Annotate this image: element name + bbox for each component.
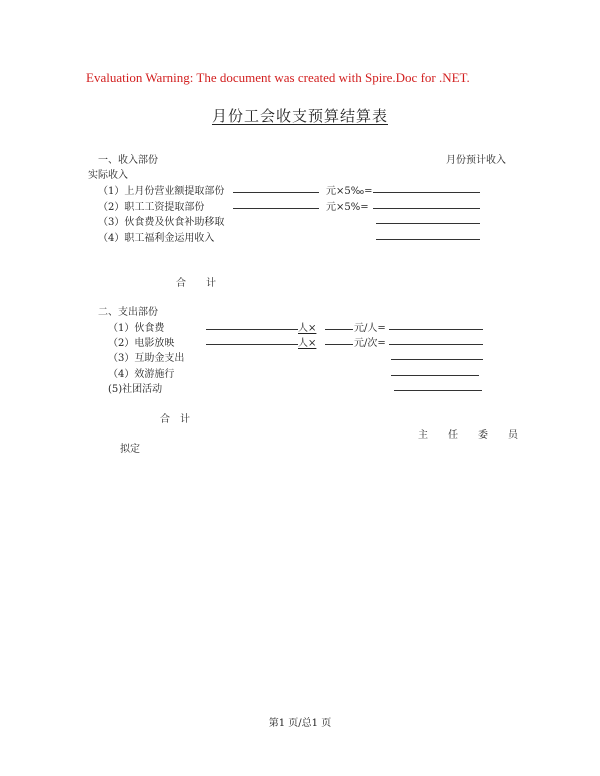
income-item-result-blank bbox=[376, 239, 480, 240]
income-item-label: （4）职工福利金运用收入 bbox=[98, 233, 215, 244]
expense-item-unit2: 元/次= bbox=[354, 338, 386, 349]
expense-item-result-blank bbox=[391, 359, 483, 360]
expense-item-unit2: 元/人= bbox=[354, 323, 386, 334]
expense-item-label: （3）互助金支出 bbox=[108, 353, 185, 364]
expense-item-label: (5)社团活动 bbox=[108, 384, 163, 395]
income-actual-heading: 实际收入 bbox=[88, 170, 128, 181]
expense-item-result-blank bbox=[391, 375, 479, 376]
expense-item-result-blank bbox=[389, 344, 483, 345]
expense-item-price-blank bbox=[325, 329, 353, 330]
expense-item-unit1: 人× bbox=[298, 338, 317, 349]
expense-heading: 二、支出部份 bbox=[98, 307, 158, 318]
income-item-result-blank bbox=[373, 192, 480, 193]
income-item-label: （2）职工工资提取部份 bbox=[98, 202, 205, 213]
income-item-formula: 元×5%= bbox=[326, 202, 369, 213]
expense-item-result-blank bbox=[394, 390, 482, 391]
committee-signature-label: 主 任 委 员 bbox=[418, 430, 518, 441]
expense-total-label: 合 计 bbox=[160, 414, 190, 425]
document-title-text: 月份工会收支预算结算表 bbox=[211, 107, 388, 125]
document-title bbox=[0, 105, 600, 126]
expense-item-label: （1）伙食费 bbox=[108, 323, 165, 334]
evaluation-warning: Evaluation Warning: The document was created with Spire.Doc for .NET. bbox=[86, 70, 470, 85]
income-item-result-blank bbox=[376, 223, 480, 224]
expense-item-label: （2）电影放映 bbox=[108, 338, 175, 349]
expense-item-result-blank bbox=[389, 329, 483, 330]
expense-item-count-blank bbox=[206, 329, 298, 330]
expense-item-count-blank bbox=[206, 344, 298, 345]
income-total-label: 合 计 bbox=[176, 278, 216, 289]
expense-item-label: （4）效游施行 bbox=[108, 369, 175, 380]
income-item-formula: 元×5‰= bbox=[326, 186, 373, 197]
expense-item-price-blank bbox=[325, 344, 353, 345]
income-heading: 一、收入部份 bbox=[98, 155, 158, 166]
expense-item-unit1: 人× bbox=[298, 323, 317, 334]
page-footer: 第1 页/总1 页 bbox=[268, 718, 332, 729]
income-item-amount-blank bbox=[233, 192, 319, 193]
income-estimate-heading: 月份预计收入 bbox=[446, 155, 506, 166]
income-item-label: （3）伙食费及伙食补助移取 bbox=[98, 217, 225, 228]
income-item-label: （1）上月份营业额提取部份 bbox=[98, 186, 225, 197]
income-item-amount-blank bbox=[233, 208, 319, 209]
income-item-result-blank bbox=[373, 208, 480, 209]
draft-label: 拟定 bbox=[120, 444, 140, 455]
